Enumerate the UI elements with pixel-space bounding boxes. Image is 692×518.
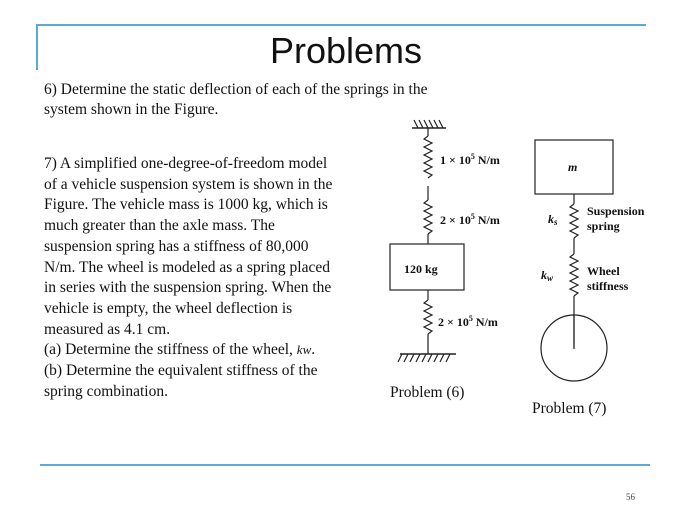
- spring-bottom: [424, 300, 432, 334]
- spring-top-label: $1 \times 10^5$ N/m: [440, 152, 500, 167]
- spring-top: [424, 136, 432, 178]
- bottom-ground-hatch: [398, 354, 450, 362]
- spring-middle: [424, 200, 432, 234]
- wheel-stiffness-label: Wheel stiffness: [587, 264, 629, 293]
- problem-7-figure: [535, 140, 613, 381]
- suspension-spring: [570, 204, 578, 238]
- problem-6-line: system shown in the Figure.: [44, 101, 219, 118]
- kw-label: $k_w$: [541, 268, 554, 283]
- problem-6-caption: Problem (6): [390, 384, 465, 401]
- problem-7-line: N/m. The wheel is modeled as a spring placed: [44, 258, 330, 276]
- problem-7-part-b-line: (b) Determine the equivalent stiffness of the: [44, 362, 318, 380]
- slide-title: Problems: [269, 30, 423, 71]
- suspension-spring-label: Suspension spring: [587, 204, 645, 233]
- problem-7-line: much greater than the axle mass. The: [44, 217, 275, 235]
- problem-7-line: suspension spring has a stiffness of 80,000: [44, 237, 309, 255]
- spring-bottom-label: $2 \times 10^5$ N/m: [438, 314, 498, 329]
- part-a-variable: kw: [296, 342, 312, 358]
- problem-7-line: in series with the suspension spring. When the: [44, 279, 332, 297]
- vehicle-mass-label: m: [568, 160, 578, 174]
- page-number: 56: [626, 492, 635, 502]
- problem-7-line: measured as 4.1 cm.: [44, 320, 171, 338]
- problem-7-part-b-line: spring combination.: [44, 382, 168, 400]
- part-a-prefix: (a) Determine the stiffness of the wheel,: [44, 341, 297, 359]
- top-ground-hatch: [414, 120, 443, 128]
- problem-7-line: vehicle is empty, the wheel deflection is: [44, 299, 293, 317]
- spring-middle-label: $2 \times 10^5$ N/m: [440, 212, 500, 227]
- problem-7-caption: Problem (7): [532, 400, 607, 417]
- part-a-suffix: .: [311, 341, 316, 359]
- mass-label: 120 kg: [404, 262, 438, 276]
- problem-7-line: of a vehicle suspension system is shown in the: [44, 175, 333, 193]
- ks-label: $k_s$: [548, 212, 558, 227]
- problem-6-line: 6) Determine the static deflection of each of the springs in the: [44, 81, 428, 98]
- wheel-spring: [570, 254, 578, 296]
- problem-7-line: Figure. The vehicle mass is 1000 kg, which is: [44, 196, 328, 214]
- problem-7-line: 7) A simplified one-degree-of-freedom model: [44, 155, 328, 172]
